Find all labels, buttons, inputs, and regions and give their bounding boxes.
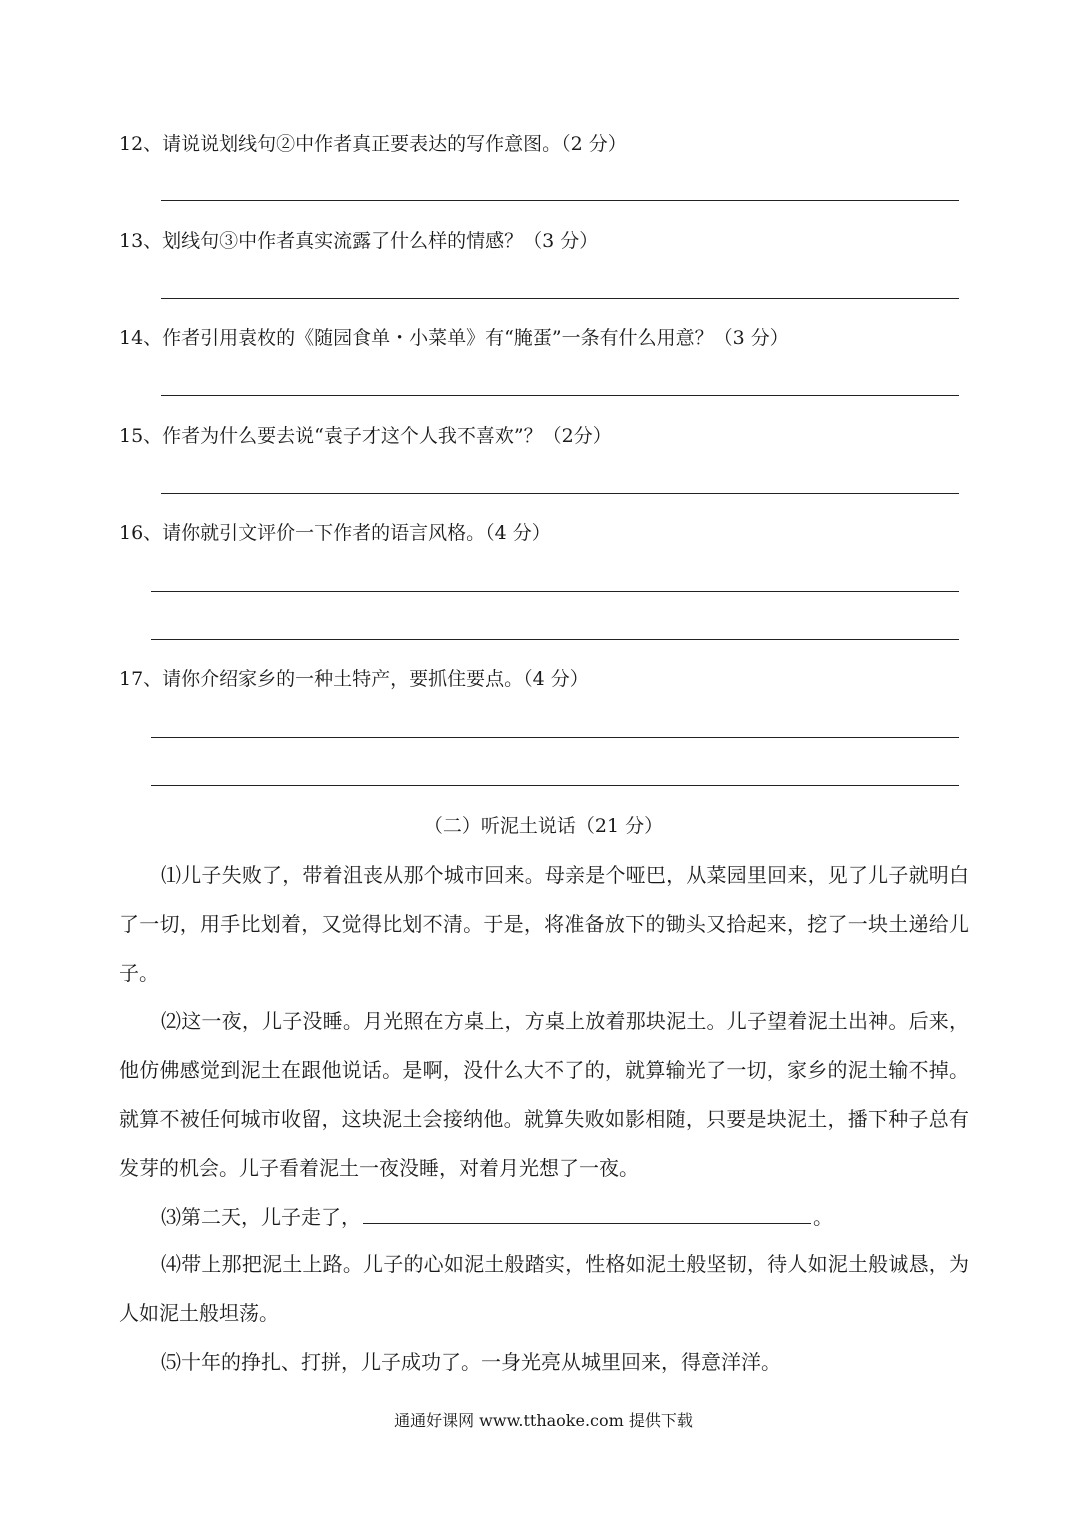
answer-line-17a[interactable] bbox=[151, 737, 959, 738]
answer-line-16a[interactable] bbox=[151, 591, 959, 592]
answer-line-15[interactable] bbox=[161, 493, 959, 494]
question-16: 16、请你就引文评价一下作者的语言风格。（4 分） bbox=[119, 522, 551, 544]
paragraph-5: ⑸十年的挣扎、打拼，儿子成功了。一身光亮从城里回来，得意洋洋。 bbox=[161, 1350, 781, 1374]
question-12: 12、请说说划线句②中作者真正要表达的写作意图。（2 分） bbox=[119, 133, 627, 155]
paragraph-3 bbox=[119, 1193, 969, 1242]
answer-line-13[interactable] bbox=[161, 298, 959, 299]
paragraph-2: ⑵这一夜，儿子没睡。月光照在方桌上，方桌上放着那块泥土。儿子望着泥土出神。后来，他仿佛感觉到泥土在跟他说话。是啊，没什么大不了的，就算输光了一切，家乡的泥土输不掉。就算不被任何城市收留，这块泥土会接纳他。就算失败如影相随，只要是块泥土，播下种子总有发芽的机会。儿子看着泥土一夜没睡，对着月光想了一夜。 bbox=[119, 1009, 969, 1180]
answer-line-16b[interactable] bbox=[151, 639, 959, 640]
answer-line-14[interactable] bbox=[161, 395, 959, 396]
page-footer: 通通好课网 www.tthaoke.com 提供下载 bbox=[394, 1411, 693, 1430]
question-15: 15、作者为什么要去说“袁子才这个人我不喜欢”？（2分） bbox=[119, 425, 612, 447]
paragraph-3-end: 。 bbox=[813, 1205, 833, 1229]
question-13: 13、划线句③中作者真实流露了什么样的情感？（3 分） bbox=[119, 230, 599, 252]
paragraph-3-text: ⑶第二天，儿子走了， bbox=[161, 1205, 361, 1229]
question-17: 17、请你介绍家乡的一种土特产，要抓住要点。（4 分） bbox=[119, 668, 589, 690]
answer-line-12[interactable] bbox=[161, 200, 959, 201]
section-title: （二）听泥土说话（21 分） bbox=[423, 815, 664, 837]
paragraph-1: ⑴儿子失败了，带着沮丧从那个城市回来。母亲是个哑巴，从菜园里回来，见了儿子就明白了一切，用手比划着，又觉得比划不清。于是，将准备放下的锄头又拾起来，挖了一块土递给儿子。 bbox=[119, 863, 969, 985]
question-14: 14、作者引用袁枚的《随园食单・小菜单》有“腌蛋”一条有什么用意？（3 分） bbox=[119, 327, 789, 349]
fill-in-blank[interactable] bbox=[363, 1205, 811, 1224]
answer-line-17b[interactable] bbox=[151, 785, 959, 786]
paragraph-4: ⑷带上那把泥土上路。儿子的心如泥土般踏实，性格如泥土般坚韧，待人如泥土般诚恳，为人如泥土般坦荡。 bbox=[119, 1252, 969, 1325]
